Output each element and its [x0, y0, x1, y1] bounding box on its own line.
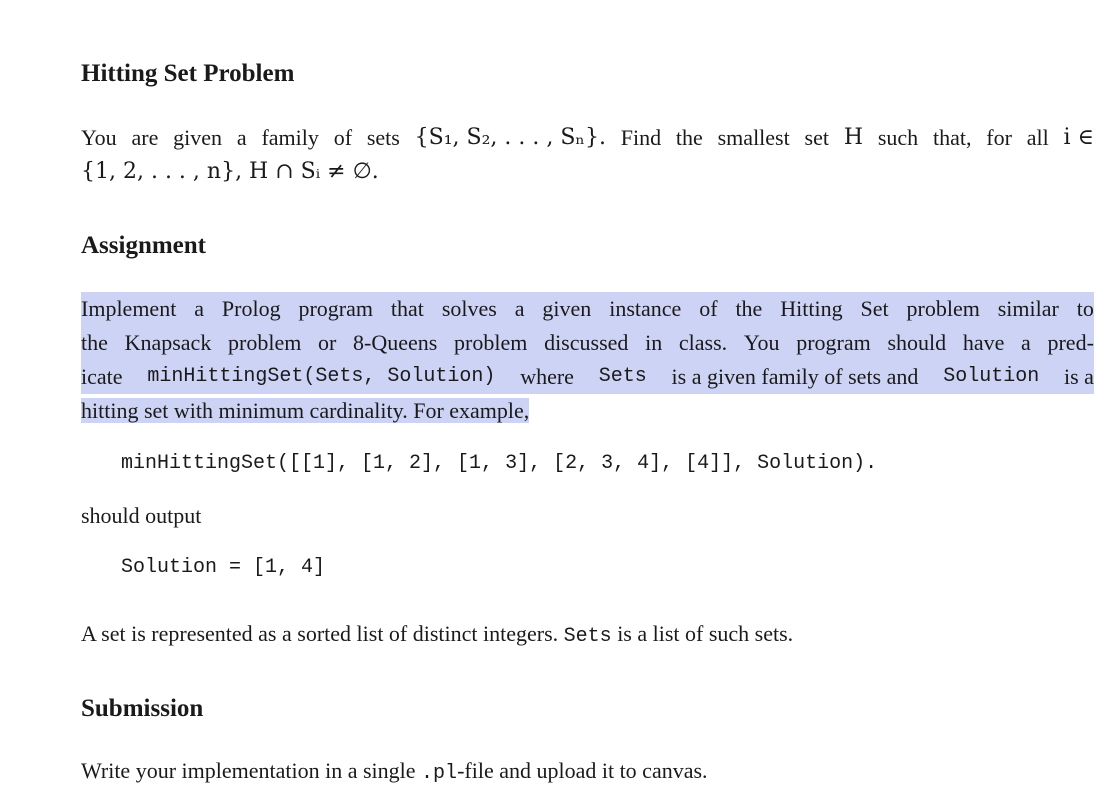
word: in [645, 330, 663, 355]
word: should [887, 330, 947, 355]
code-sets: Sets [598, 365, 647, 388]
word: similar [997, 296, 1059, 321]
word: or [318, 330, 337, 355]
text-icate: icate [81, 364, 123, 389]
word: a [194, 296, 204, 321]
example-code-block: minHittingSet([[1], [1, 2], [1, 3], [2, 3, 4], [4]], Solution). [121, 452, 878, 475]
code-min-hitting-set-signature: minHittingSet(Sets, Solution) [147, 365, 496, 388]
text-where: where [520, 364, 574, 389]
word: problem [906, 296, 980, 321]
word: of [699, 296, 718, 321]
text-is-a: is a [1064, 364, 1094, 389]
word: that, [932, 125, 972, 150]
word: such [877, 125, 919, 150]
word: solves [441, 296, 497, 321]
word: problem [454, 330, 528, 355]
word: program [796, 330, 871, 355]
word: of [333, 125, 353, 150]
word: a [1021, 330, 1031, 355]
word: instance [609, 296, 682, 321]
word: have [962, 330, 1005, 355]
word: all [1026, 125, 1049, 150]
heading-submission: Submission [81, 695, 204, 722]
word: {S₁, S₂, . . . , Sₙ}. [414, 125, 606, 150]
word: given [173, 125, 223, 150]
assignment-line-4-wrap [81, 394, 1094, 428]
word: Set [860, 296, 889, 321]
problem-line-1 [81, 121, 1094, 155]
assignment-line-1 [81, 292, 1094, 326]
word: Implement [81, 296, 177, 321]
submission-pre: Write your implementation in a single [81, 758, 416, 783]
word: H [843, 125, 863, 150]
assignment-line-4: hitting set with minimum cardinality. For example, [81, 398, 530, 423]
code-pl-extension: .pl [421, 762, 458, 785]
word: program [298, 296, 374, 321]
word: that [390, 296, 424, 321]
word: a [514, 296, 525, 321]
problem-line-2: {1, 2, . . . , n}, H ∩ Sᵢ ≠ ∅. [81, 159, 379, 184]
word: i ∈ [1063, 125, 1094, 150]
word: class. [678, 330, 728, 355]
word: Find [620, 125, 662, 150]
word: are [131, 125, 159, 150]
word: You [743, 330, 780, 355]
word: Knapsack [124, 330, 212, 355]
problem-statement [81, 121, 1094, 189]
representation-pre: A set is represented as a sorted list of distinct integers. [81, 621, 559, 646]
word: family [261, 125, 319, 150]
word: to [1076, 296, 1094, 321]
word: problem [228, 330, 302, 355]
word: the [81, 330, 108, 355]
code-solution: Solution [943, 365, 1040, 388]
word: the [735, 296, 763, 321]
word: Prolog [221, 296, 281, 321]
word: for [986, 125, 1012, 150]
output-code-block: Solution = [1, 4] [121, 556, 326, 579]
word: You [81, 125, 117, 150]
code-sets-inline: Sets [563, 625, 612, 648]
word: smallest [717, 125, 790, 150]
word: Hitting [780, 296, 843, 321]
representation-post: is a list of such sets. [617, 621, 794, 646]
assignment-line-2 [81, 326, 1094, 360]
word: sets [366, 125, 400, 150]
text-given-family: is a given family of sets and [671, 364, 919, 389]
submission-post: -file and upload it to canvas. [457, 758, 708, 783]
word: the [675, 125, 703, 150]
word: discussed [544, 330, 629, 355]
word: given [542, 296, 592, 321]
word: 8-Queens [353, 330, 438, 355]
assignment-line-3 [81, 360, 1094, 394]
assignment-paragraph[interactable] [81, 292, 1094, 428]
heading-assignment: Assignment [81, 232, 207, 259]
should-output-text: should output [81, 503, 202, 528]
representation-text [81, 621, 793, 648]
word: pred- [1047, 330, 1094, 355]
word: set [804, 125, 829, 150]
heading-hitting-set-problem: Hitting Set Problem [81, 60, 295, 87]
submission-text [81, 758, 708, 785]
word: a [236, 125, 247, 150]
